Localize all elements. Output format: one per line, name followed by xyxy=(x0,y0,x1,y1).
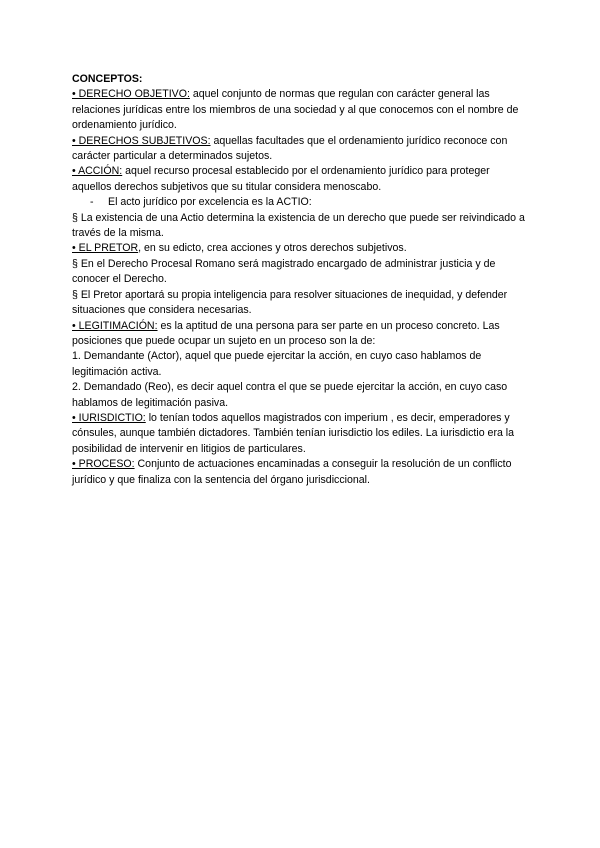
definition-text: Conjunto de actuaciones encaminadas a conseguir la resolución de un conflicto jurídico y que finaliza con la sentencia del órgano jurisdiccional. xyxy=(72,458,512,486)
paragraph-demandado: 2. Demandado (Reo), es decir aquel contra el que se puede ejercitar la acción, en cuyo caso hablamos de legitimación pasiva. xyxy=(72,381,508,409)
definition-text: aquellas facultades que el ordenamiento jurídico reconoce con carácter particular a determinados sujetos. xyxy=(72,134,508,163)
dash-bullet: - xyxy=(90,196,94,209)
definition-text: lo tenían todos aquellos magistrados con imperium , es decir, emperadores y cónsules, aunque también dictadores. También tenían iurisdictio los ediles. La iurisdictio era la posibilidad de intervenir en litigios de particulares. xyxy=(72,411,515,455)
definition-text: es la aptitud de una persona para ser parte en un proceso concreto. Las posiciones que puede ocupar un sujeto en un proceso son la de: xyxy=(72,319,500,347)
paragraph-acto-juridico xyxy=(72,195,532,210)
term-accion: • ACCIÓN: xyxy=(72,165,123,178)
term-derecho-objetivo: • DERECHO OBJETIVO: xyxy=(72,88,190,101)
dash-text: El acto jurídico por excelencia es la ACTIO: xyxy=(108,196,312,209)
definition-text: aquel recurso procesal establecido por el ordenamiento jurídico para proteger aquellos derechos subjetivos que su titular considera menoscabo. xyxy=(72,165,490,193)
paragraph-legitimacion xyxy=(72,319,532,350)
paragraph-accion xyxy=(72,164,532,195)
term-legitimacion: • LEGITIMACIÓN: xyxy=(72,319,158,332)
term-derechos-subjetivos: • DERECHOS SUBJETIVOS: xyxy=(72,134,211,147)
paragraph-proceso xyxy=(72,457,532,488)
paragraph-demandante: 1. Demandante (Actor), aquel que puede ejercitar la acción, en cuyo caso hablamos de legitimación activa. xyxy=(72,350,482,378)
definition-text: , en su edicto, crea acciones y otros derechos subjetivos. xyxy=(138,242,407,255)
document-page xyxy=(72,72,532,488)
paragraph-derechos-subjetivos xyxy=(72,134,532,165)
term-proceso: • PROCESO: xyxy=(72,458,135,471)
paragraph-derecho-objetivo xyxy=(72,87,532,133)
definition-text: aquel conjunto de normas que regulan con carácter general las relaciones jurídicas entre los miembros de una sociedad y al que conocemos con el nombre de ordenamiento jurídico. xyxy=(72,88,519,132)
paragraph-existencia-actio: § La existencia de una Actio determina la existencia de un derecho que puede ser reivindicado a través de la misma. xyxy=(72,211,525,240)
paragraph-derecho-procesal: § En el Derecho Procesal Romano será magistrado encargado de administrar justicia y de conocer el Derecho. xyxy=(72,257,496,286)
paragraph-iurisdictio xyxy=(72,411,532,457)
paragraph-el-pretor xyxy=(72,241,532,256)
paragraph-pretor-inteligencia: § El Pretor aportará su propia inteligencia para resolver situaciones de inequidad, y defender situaciones que considera necesarias. xyxy=(72,288,508,317)
document-heading: CONCEPTOS: xyxy=(72,73,143,85)
term-iurisdictio: • IURISDICTIO: xyxy=(72,411,146,424)
term-el-pretor: • EL PRETOR xyxy=(72,242,139,255)
